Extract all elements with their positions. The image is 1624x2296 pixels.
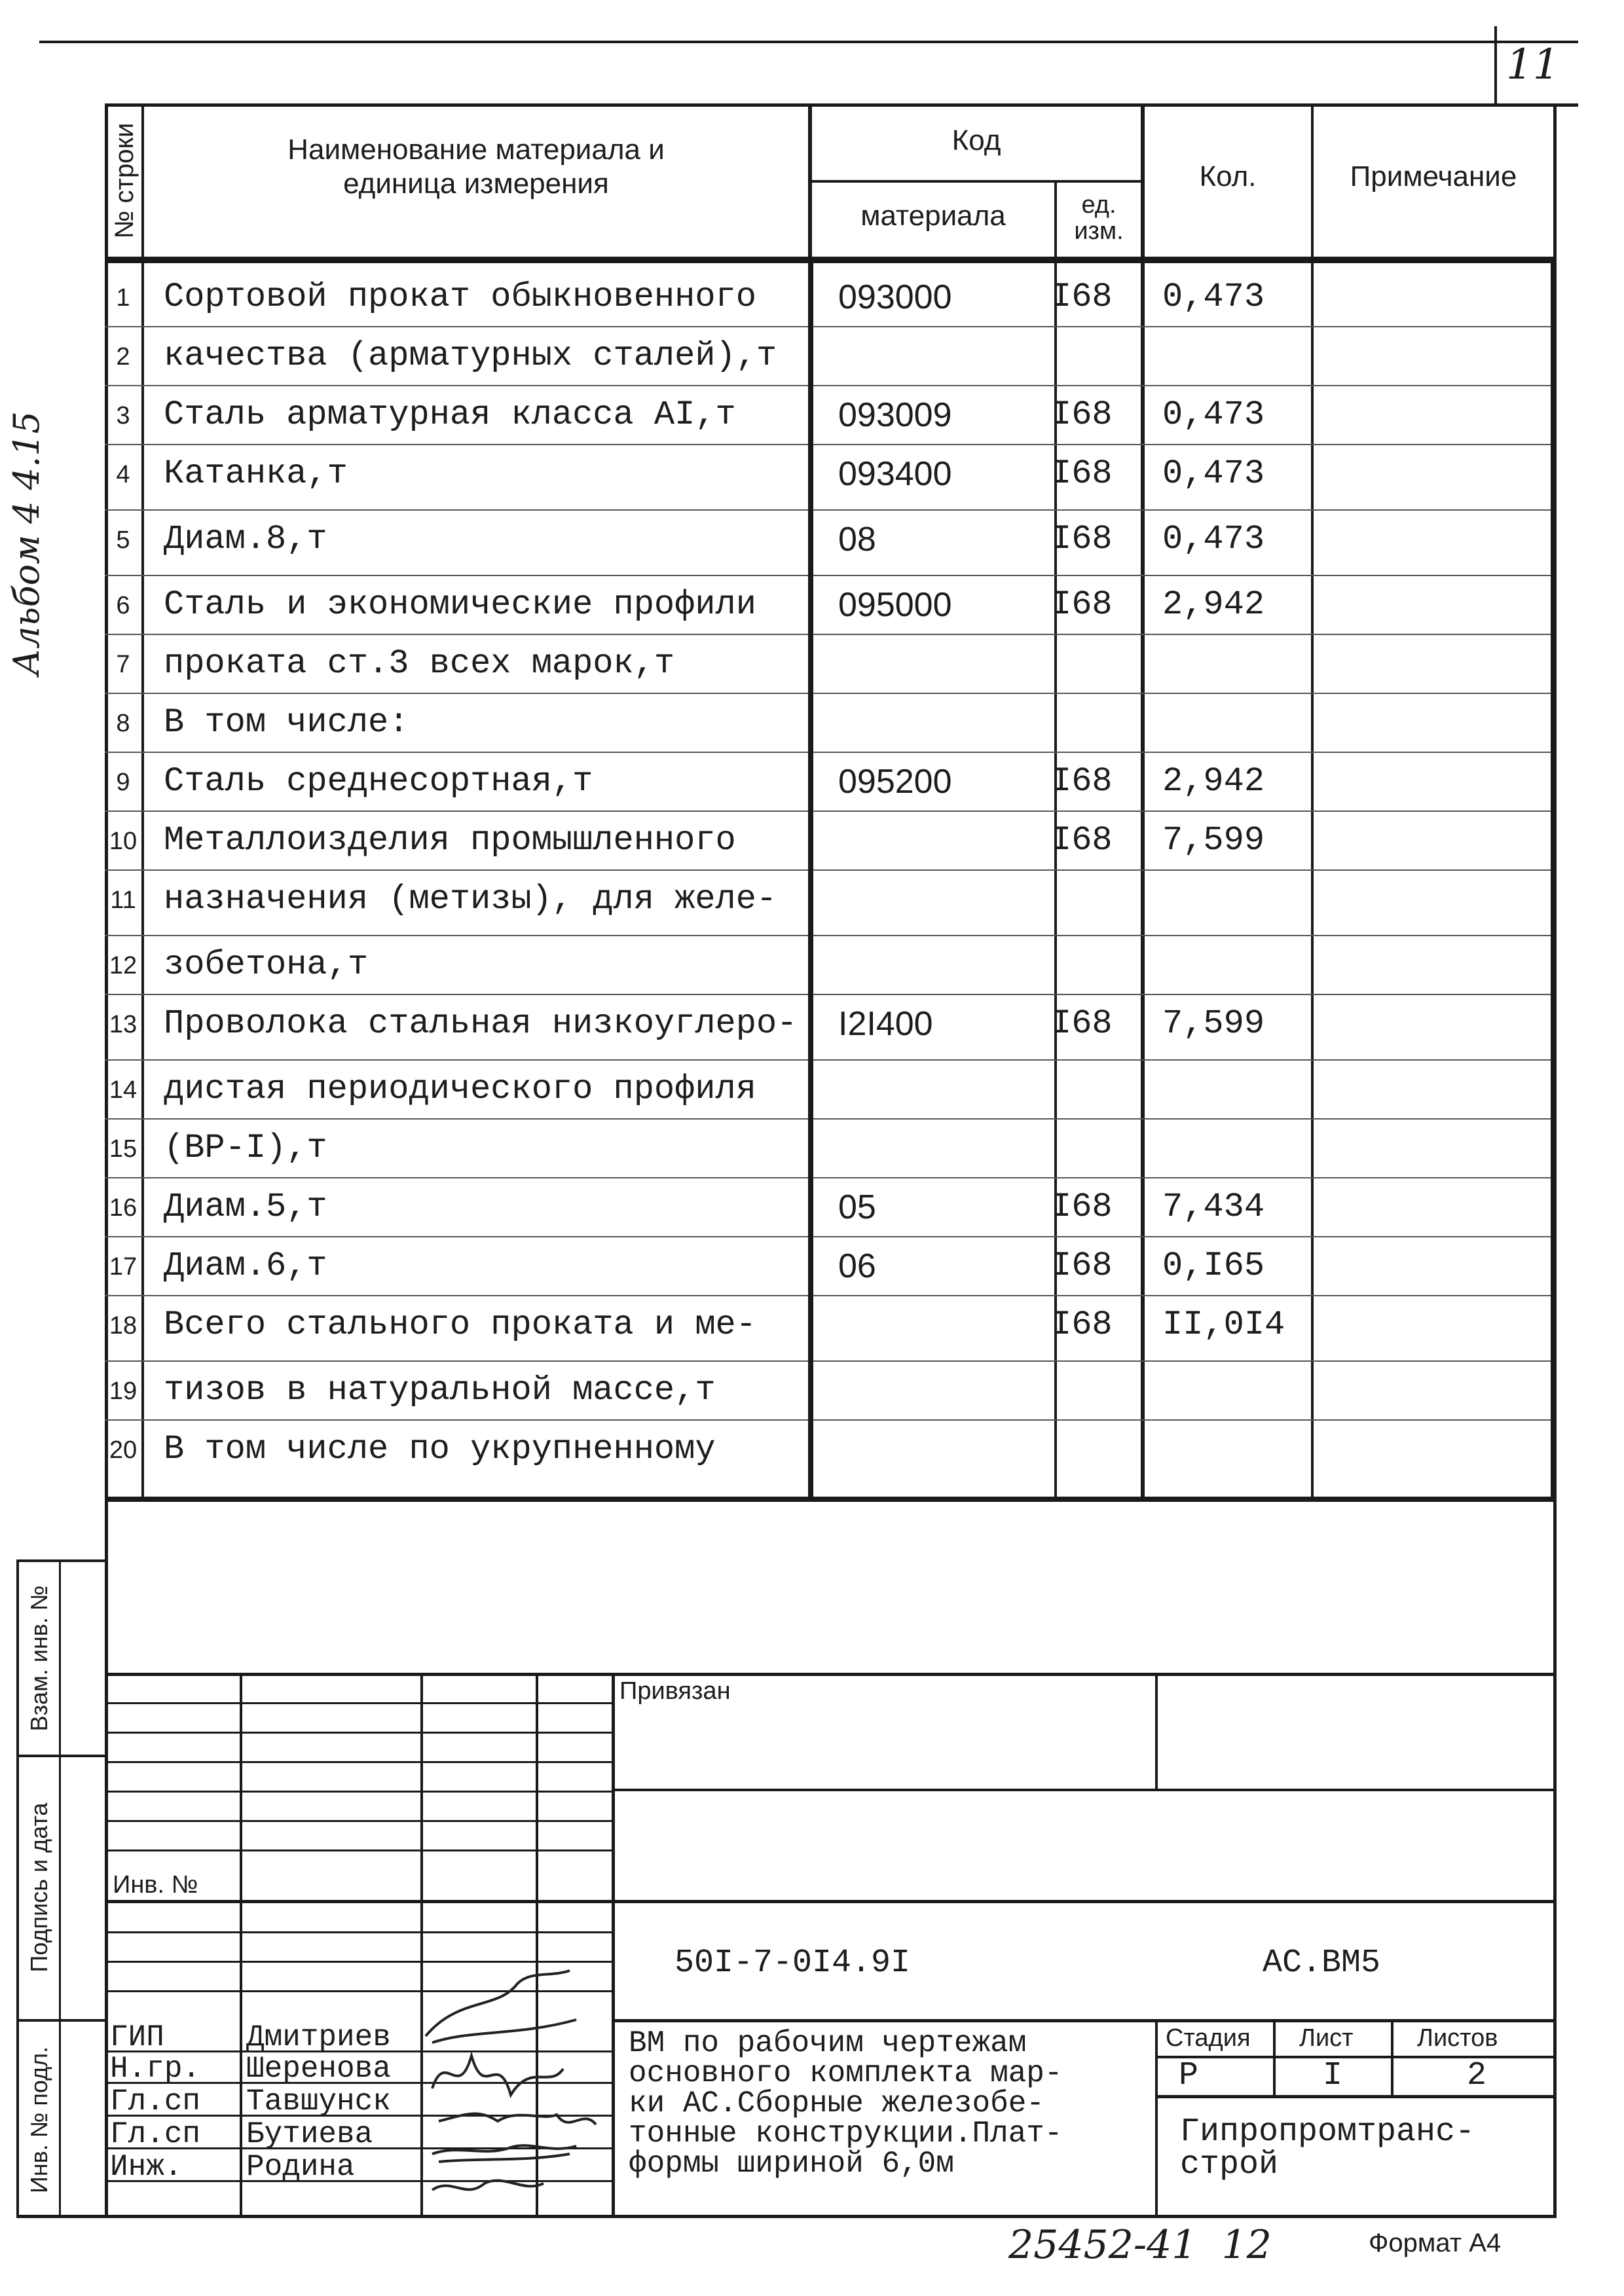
row-number: 7 (116, 650, 130, 678)
side-label-inv-podl: Инв. № подл. (26, 2046, 52, 2194)
row-number: 6 (116, 591, 130, 619)
side-strip-div2 (16, 2019, 107, 2022)
table-row (105, 694, 1556, 753)
material-name: качества (арматурных сталей),т (164, 337, 777, 375)
material-name: назначения (метизы), для желе- (164, 880, 777, 919)
table-row (105, 1061, 1556, 1120)
table-row (105, 753, 1556, 812)
side-strip-div1 (16, 1755, 107, 1757)
unit-code: I68 (1051, 1004, 1113, 1043)
header-note: Примечание (1350, 160, 1517, 192)
table-row (105, 936, 1556, 995)
quantity: II,0I4 (1162, 1305, 1285, 1344)
unit-code: I68 (1051, 1188, 1113, 1226)
header-unit (1057, 182, 1141, 254)
quantity: 7,434 (1162, 1188, 1265, 1226)
staff-name: Шеренова (246, 2052, 391, 2086)
table-row (105, 386, 1556, 445)
quantity: 7,599 (1162, 821, 1265, 860)
material-name: Диам.6,т (164, 1247, 327, 1285)
side-strip-top (16, 1559, 107, 1562)
title-block-line (105, 1702, 613, 1704)
header-bottom (105, 257, 1556, 263)
staff-name: Бутиева (246, 2117, 373, 2151)
material-name: В том числе: (164, 703, 409, 742)
material-code: 08 (838, 520, 876, 558)
table-row (105, 445, 1556, 504)
material-name: зобетона,т (164, 945, 369, 984)
sheet-value: I (1323, 2057, 1343, 2094)
unit-code: I68 (1051, 1305, 1113, 1344)
row-number: 5 (116, 526, 130, 554)
table-row (105, 1178, 1556, 1237)
row-number: 9 (116, 768, 130, 796)
header-unit-text: ед. изм. (1074, 191, 1124, 245)
title-block-line (105, 1820, 613, 1822)
title-block-line (105, 1791, 613, 1793)
sheet-label: Лист (1299, 2024, 1354, 2052)
table-row (105, 995, 1556, 1054)
row-number: 15 (109, 1135, 138, 1163)
archive-number: 25452-41 12 (1008, 2222, 1272, 2268)
unit-code: I68 (1051, 520, 1113, 558)
side-label-vzam: Взам. инв. № (26, 1585, 52, 1732)
staff-role: Н.гр. (110, 2052, 201, 2086)
table-row (105, 511, 1556, 570)
table-row (105, 1362, 1556, 1421)
format-label: Формат А4 (1369, 2229, 1502, 2257)
staff-role: Инж. (110, 2150, 183, 2184)
privyazan-bottom (613, 1789, 1556, 1791)
row-number: 20 (109, 1436, 138, 1464)
quantity: 0,473 (1162, 454, 1265, 493)
row-number: 12 (109, 951, 138, 979)
sheets-value: 2 (1467, 2057, 1487, 2094)
tb-top (105, 1673, 1556, 1676)
frame-bottom (16, 2215, 1557, 2218)
staff-name: Тавшунск (246, 2085, 391, 2119)
table-row (105, 812, 1556, 871)
material-name: В том числе по укрупненному (164, 1430, 716, 1468)
stage-label: Стадия (1166, 2024, 1251, 2052)
mark-code: АС.ВМ5 (1263, 1944, 1381, 1982)
row-number: 13 (109, 1010, 138, 1038)
row-number: 18 (109, 1311, 138, 1339)
table-row (105, 327, 1556, 386)
table-row (105, 1120, 1556, 1178)
organization-name-text: Гипропромтранс- строй (1180, 2113, 1475, 2183)
staff-role: Гл.сп (110, 2085, 201, 2119)
row-number: 16 (109, 1194, 138, 1222)
table-row (105, 635, 1556, 694)
header-code: Код (951, 124, 1001, 156)
row-number: 1 (116, 283, 130, 312)
row-number: 17 (109, 1252, 138, 1281)
unit-code: I68 (1051, 1247, 1113, 1285)
quantity: 0,473 (1162, 395, 1265, 434)
album-label: Альбом 4 4.15 (5, 411, 47, 676)
outer-frame-top (105, 103, 1578, 107)
material-name: дистая периодического профиля (164, 1070, 756, 1108)
side-strip-mid (59, 1559, 61, 2218)
privyazan-split (1155, 1673, 1158, 1791)
unit-code: I68 (1051, 395, 1113, 434)
title-block-line (105, 1732, 613, 1734)
quantity: 0,473 (1162, 278, 1265, 316)
row-number: 8 (116, 709, 130, 737)
signatures (419, 1958, 616, 2219)
stage-header-line (1155, 2056, 1556, 2058)
material-code: 095000 (838, 586, 952, 624)
row-number: 14 (109, 1076, 138, 1104)
material-code: 095200 (838, 763, 952, 801)
sheet-description (629, 2028, 1063, 2179)
material-code: 06 (838, 1247, 876, 1285)
material-name: Диам.8,т (164, 520, 327, 558)
material-name: Катанка,т (164, 454, 348, 493)
table-row (105, 1237, 1556, 1296)
staff-name: Дмитриев (246, 2020, 391, 2054)
top-border (39, 41, 1578, 43)
tb-col1 (240, 1673, 242, 2216)
table-row (105, 1296, 1556, 1355)
material-code: 05 (838, 1188, 876, 1226)
title-block-line (105, 1850, 613, 1851)
inv-no-line (105, 1900, 613, 1903)
material-name: Сортовой прокат обыкновенного (164, 278, 756, 316)
sheet-description-text: ВМ по рабочим чертежам основного комплекта мар- ки АС.Сборные железобе- тонные конструкции.Плат- формы шириной 6,0м (629, 2026, 1063, 2181)
doc-code: 50I-7-0I4.9I (674, 1944, 911, 1982)
row-number: 10 (109, 827, 138, 855)
doc-code-bottom (613, 2019, 1556, 2022)
table-row (105, 268, 1556, 327)
row-number: 19 (109, 1377, 138, 1405)
unit-code: I68 (1051, 821, 1113, 860)
material-code: 093400 (838, 455, 952, 493)
organization-name (1180, 2113, 1475, 2183)
material-name: Сталь арматурная класса АI,т (164, 395, 736, 434)
material-name: Проволока стальная низкоуглеро- (164, 1004, 798, 1043)
quantity: 2,942 (1162, 585, 1265, 624)
table-row (105, 871, 1556, 930)
table-bottom (105, 1497, 1556, 1502)
row-number: 2 (116, 342, 130, 371)
row-number: 11 (110, 886, 136, 914)
unit-code: I68 (1051, 762, 1113, 801)
inv-no-label: Инв. № (113, 1871, 198, 1899)
staff-role: ГИП (110, 2020, 164, 2054)
quantity: 2,942 (1162, 762, 1265, 801)
staff-name: Родина (246, 2150, 355, 2184)
material-code: 093000 (838, 278, 952, 316)
header-qty: Кол. (1199, 160, 1257, 192)
stage-value: Р (1179, 2057, 1199, 2094)
quantity: 0,473 (1162, 520, 1265, 558)
material-code: 093009 (838, 396, 952, 434)
side-label-podpis: Подпись и дата (26, 1802, 52, 1973)
row-number: 3 (116, 401, 130, 429)
material-name: Диам.5,т (164, 1188, 327, 1226)
quantity: 7,599 (1162, 1004, 1265, 1043)
material-name: Металлоизделия промышленного (164, 821, 736, 860)
title-block-line (105, 1761, 613, 1763)
unit-code: I68 (1051, 454, 1113, 493)
sheets-label: Листов (1417, 2024, 1498, 2052)
title-block-line (105, 1931, 613, 1933)
header-name-text: Наименование материала и единица измерения (287, 134, 665, 200)
table-row (105, 1421, 1556, 1480)
privyazan-label: Привязан (619, 1677, 731, 1705)
doc-code-top (613, 1900, 1556, 1903)
material-name: проката ст.3 всех марок,т (164, 644, 675, 683)
material-name: (ВР-I),т (164, 1129, 327, 1167)
unit-code: I68 (1051, 585, 1113, 624)
material-name: Сталь среднесортная,т (164, 762, 593, 801)
stage-block-left (1155, 2019, 1158, 2215)
material-name: Всего стального проката и ме- (164, 1305, 756, 1344)
row-number: 4 (116, 460, 130, 488)
side-strip-left (16, 1559, 19, 2218)
material-name: Сталь и экономические профили (164, 585, 756, 624)
quantity: 0,I65 (1162, 1247, 1265, 1285)
header-material: материала (860, 200, 1006, 232)
stage-bottom-line (1155, 2095, 1556, 2098)
header-row-number: № строки (109, 122, 139, 239)
table-row (105, 576, 1556, 635)
staff-role: Гл.сп (110, 2117, 201, 2151)
material-code: I2I400 (838, 1005, 933, 1043)
header-name (144, 131, 808, 203)
unit-code: I68 (1051, 278, 1113, 316)
sheet-number: 11 (1506, 41, 1560, 89)
sheet-number-box-border (1494, 26, 1497, 106)
material-name: тизов в натуральной массе,т (164, 1371, 716, 1410)
